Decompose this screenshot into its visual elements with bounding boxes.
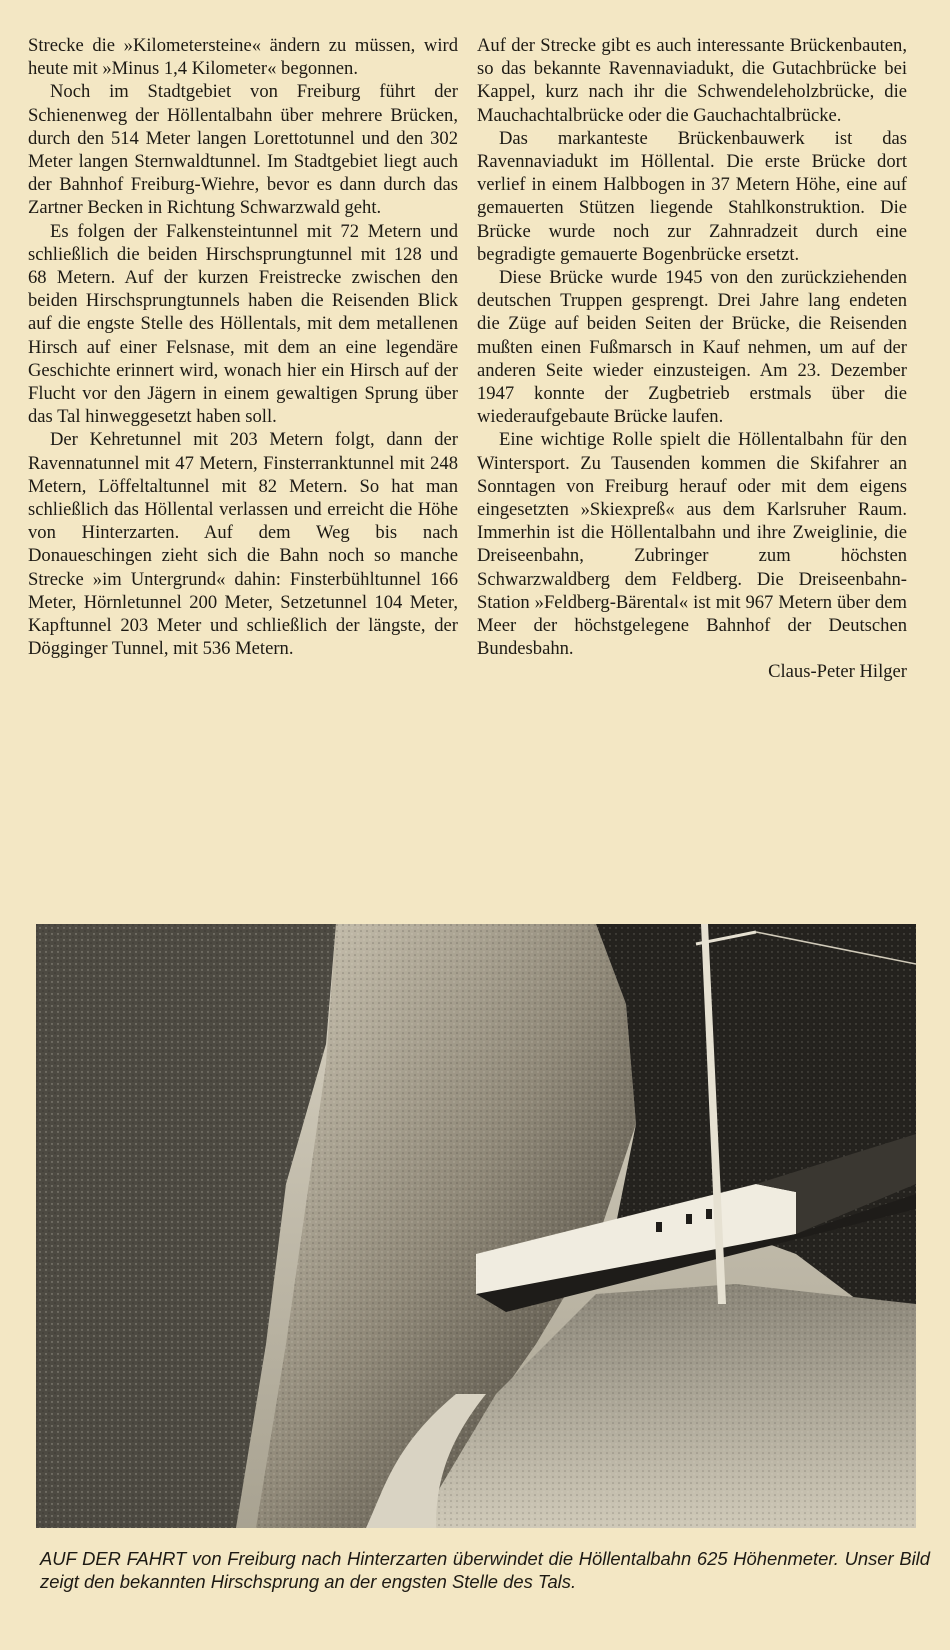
left-paragraph-4: Der Kehretunnel mit 203 Metern folgt, dann der Ravennatunnel mit 47 Metern, Finsterranktunnel mit 248 Metern, Löffeltaltunnel mit 82 Metern. So hat man schließlich das Höllental verlassen und erreicht die Höhe von Hinterzarten. Auf dem Weg bis nach Donaueschingen zieht sich die Bahn noch so manche Strecke »im Untergrund« dahin: Finsterbühltunnel 166 Meter, Hörnletunnel 200 Meter, Setzetunnel 104 Meter, Kapftunnel 203 Meter und schließlich der längste, der Dögginger Tunnel, mit 536 Metern. (28, 429, 458, 660)
photo-illustration (36, 924, 916, 1528)
left-paragraph-2: Noch im Stadtgebiet von Freiburg führt der Schienenweg der Höllentalbahn über mehrere Brücken, durch den 514 Meter langen Lorettotunnel und den 302 Meter langen Sternwaldtunnel. Im Stadtgebiet liegt auch der Bahnhof Freiburg-Wiehre, bevor es dann durch das Zartner Becken in Richtung Schwarzwald geht. (28, 81, 458, 219)
right-paragraph-3: Diese Brücke wurde 1945 von den zurückziehenden deutschen Truppen gesprengt. Drei Jahre lang endeten die Züge auf beiden Seiten der Brücke, die Reisenden mußten einen Fußmarsch in Kauf nehmen, um auf der anderen Seite wieder einzusteigen. Am 23. Dezember 1947 konnte der Zugbetrieb erstmals über die wiederaufgebaute Brücke laufen. (477, 267, 907, 428)
author-byline: Claus-Peter Hilger (768, 661, 907, 683)
right-paragraph-4: Eine wichtige Rolle spielt die Höllentalbahn für den Wintersport. Zu Tausenden kommen die Skifahrer an Sonntagen von Freiburg herauf oder mit dem eigens eingesetzten »Skiexpreß« aus dem Karlsruher Raum. Immerhin ist die Höllentalbahn und ihre Zweiglinie, die Dreiseenbahn, Zubringer zum höchsten Schwarzwaldberg dem Feldberg. Die Dreiseenbahn-Station »Feldberg-Bärental« ist mit 967 Metern über dem Meer der höchstgelegene Bahnhof der Deutschen Bundesbahn. (477, 429, 907, 660)
left-text-column (28, 34, 458, 660)
photo-gorge-train-icon (36, 924, 916, 1528)
left-paragraph-1: Strecke die »Kilometersteine« ändern zu müssen, wird heute mit »Minus 1,4 Kilometer« begonnen. (28, 35, 458, 80)
left-paragraph-3: Es folgen der Falkensteintunnel mit 72 Metern und schließlich die beiden Hirschsprungtunnel mit 128 und 68 Metern. Auf der kurzen Freistrecke zwischen den beiden Hirschsprungtunnels haben die Reisenden Blick auf die engste Stelle des Höllentals, mit dem metallenen Hirsch auf einer Felsnase, mit dem an eine legendäre Geschichte erinnert wird, wonach hier ein Hirsch auf der Flucht vor den Jägern in einem gewaltigen Sprung über das Tal hinweggesetzt haben soll. (28, 220, 458, 428)
photo-caption: AUF DER FAHRT von Freiburg nach Hinterzarten überwindet die Höllentalbahn 625 Höhenmeter. Unser Bild zeigt den bekannten Hirschsprung an der engsten Stelle des Tals. (40, 1548, 930, 1592)
right-text-column (477, 34, 907, 684)
right-paragraph-1: Auf der Strecke gibt es auch interessante Brückenbauten, so das bekannte Ravennaviadukt, die Gutachbrücke bei Kappel, kurz nach ihr die Schwendeleholzbrücke, die Mauchachtalbrücke oder die Gauchachtalbrücke. (477, 35, 907, 126)
right-paragraph-2: Das markanteste Brückenbauwerk ist das Ravennaviadukt im Höllental. Die erste Brücke dort verlief in einem Halbbogen in 37 Metern Höhe, eine auf gemauerten Stützen liegende Stahlkonstruktion. Die Brücke wurde noch zur Zahnradzeit durch eine begradigte gemauerte Bogenbrücke ersetzt. (477, 127, 907, 265)
